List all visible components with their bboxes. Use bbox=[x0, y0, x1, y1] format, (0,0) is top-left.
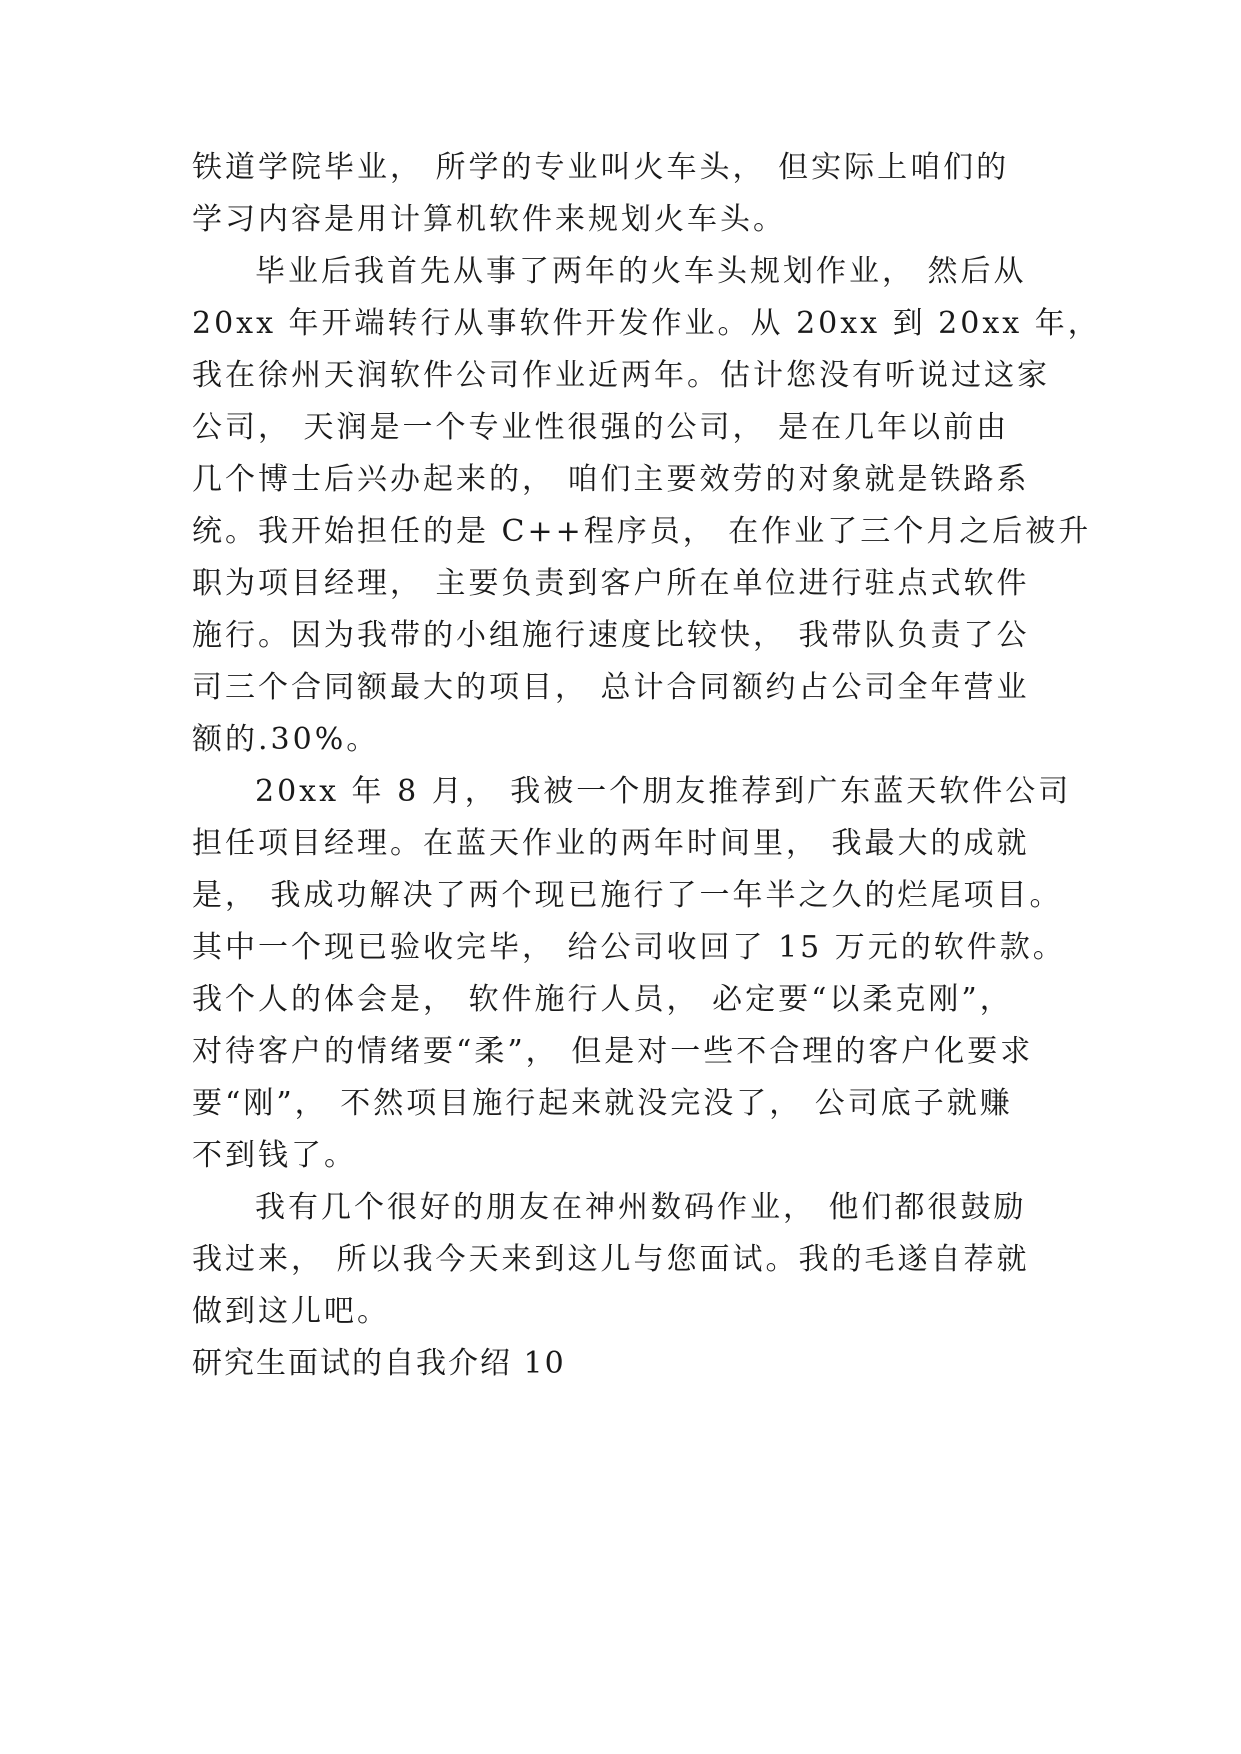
text-line: 对待客户的情绪要“柔”， 但是对一些不合理的客户化要求 bbox=[192, 1034, 1034, 1069]
text-line: 铁道学院毕业， 所学的专业叫火车头， 但实际上咱们的 bbox=[192, 150, 1010, 185]
text-line: 不到钱了。 bbox=[192, 1138, 357, 1173]
text-line: 统。我开始担任的是 C++程序员， 在作业了三个月之后被升 bbox=[192, 514, 1092, 549]
text-line: 司三个合同额最大的项目， 总计合同额约占公司全年营业 bbox=[192, 670, 1030, 705]
text-line: 额的.30%。 bbox=[192, 722, 380, 757]
text-line: 是， 我成功解决了两个现已施行了一年半之久的烂尾项目。 bbox=[192, 878, 1063, 913]
text-line: 职为项目经理， 主要负责到客户所在单位进行驻点式软件 bbox=[192, 566, 1030, 601]
text-line: 我有几个很好的朋友在神州数码作业， 他们都很鼓励 bbox=[255, 1190, 1027, 1225]
text-line: 我个人的体会是， 软件施行人员， 必定要“以柔克刚”， bbox=[192, 982, 1013, 1017]
text-line: 担任项目经理。在蓝天作业的两年时间里， 我最大的成就 bbox=[192, 826, 1030, 861]
text-line: 要“刚”， 不然项目施行起来就没完没了， 公司底子就赚 bbox=[192, 1086, 1013, 1121]
section-heading: 研究生面试的自我介绍 10 bbox=[192, 1346, 566, 1381]
text-line: 做到这儿吧。 bbox=[192, 1294, 390, 1329]
text-line: 其中一个现已验收完毕， 给公司收回了 15 万元的软件款。 bbox=[192, 930, 1066, 965]
text-line: 学习内容是用计算机软件来规划火车头。 bbox=[192, 202, 786, 237]
text-line: 我过来， 所以我今天来到这儿与您面试。我的毛遂自荐就 bbox=[192, 1242, 1030, 1277]
text-line: 20xx 年 8 月， 我被一个朋友推荐到广东蓝天软件公司 bbox=[255, 774, 1072, 809]
text-line: 公司， 天润是一个专业性很强的公司， 是在几年以前由 bbox=[192, 410, 1010, 445]
text-line: 几个博士后兴办起来的， 咱们主要效劳的对象就是铁路系 bbox=[192, 462, 1030, 497]
text-line: 我在徐州天润软件公司作业近两年。估计您没有听说过这家 bbox=[192, 358, 1050, 393]
text-line: 施行。因为我带的小组施行速度比较快， 我带队负责了公 bbox=[192, 618, 1030, 653]
text-line: 20xx 年开端转行从事软件开发作业。从 20xx 到 20xx 年， bbox=[192, 306, 1101, 341]
text-line: 毕业后我首先从事了两年的火车头规划作业， 然后从 bbox=[255, 254, 1027, 289]
